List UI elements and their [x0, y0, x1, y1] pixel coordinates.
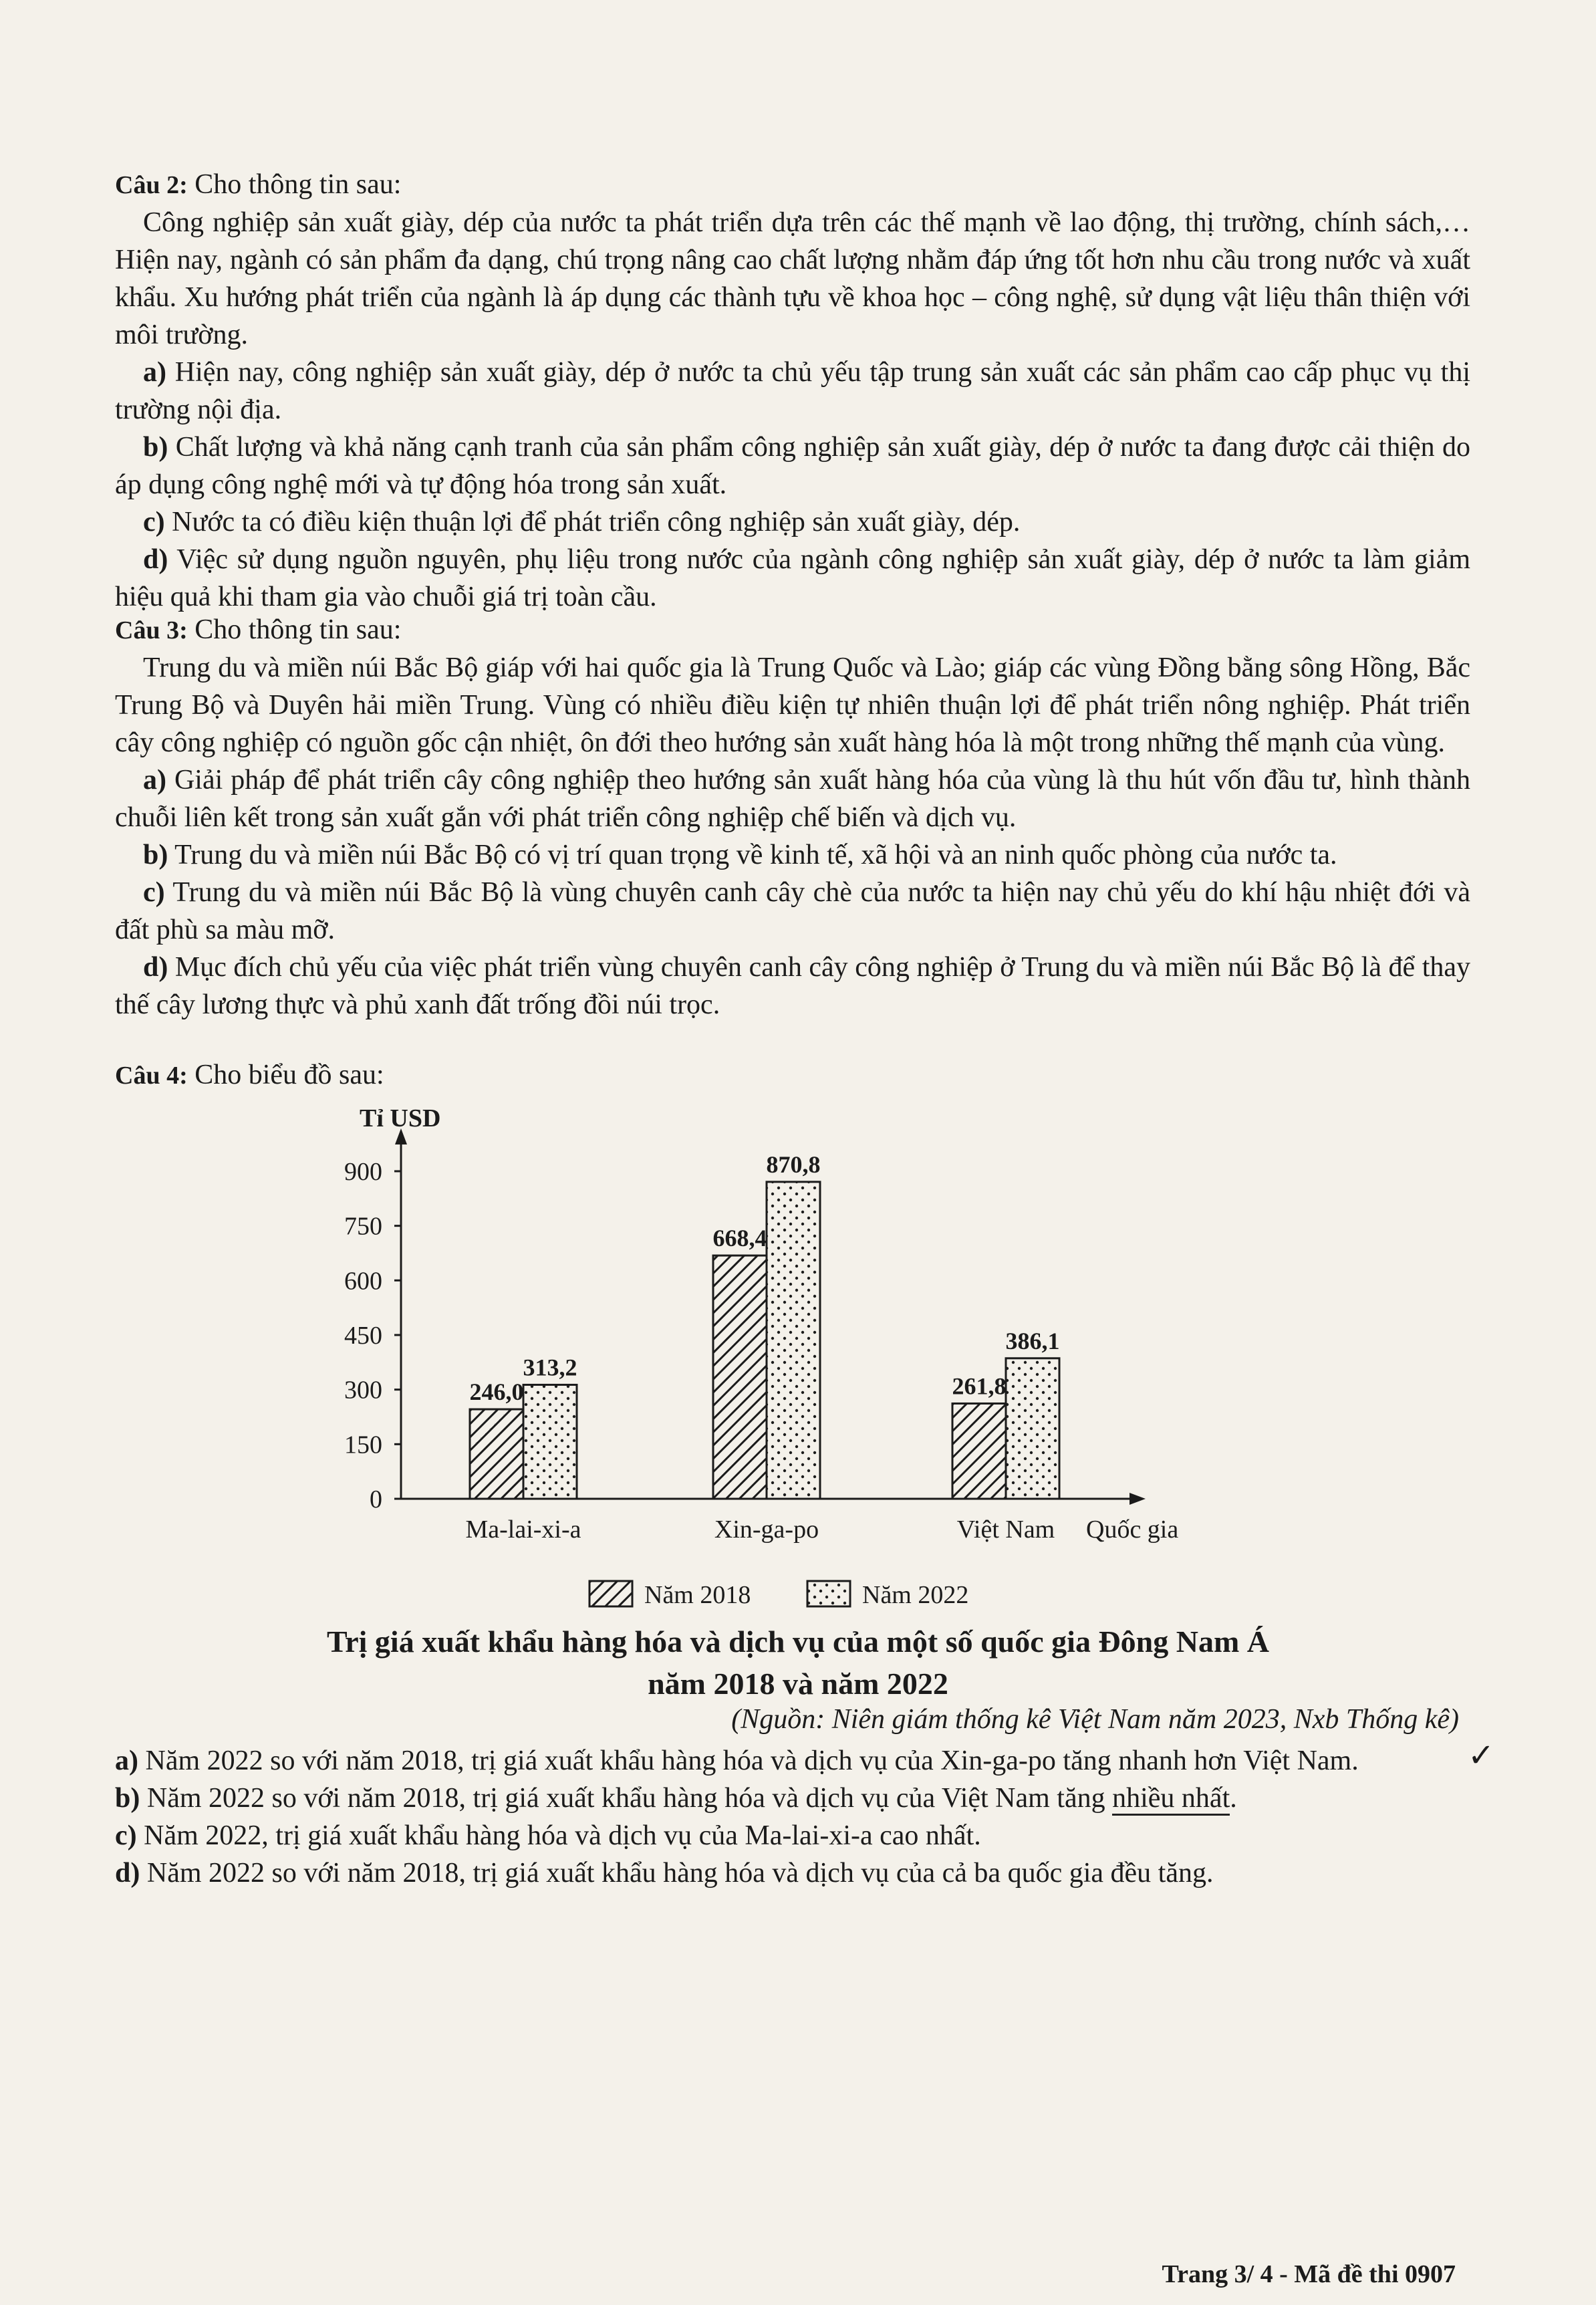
- question-4-options: [115, 1742, 1478, 1892]
- question-3-option-b: b) Trung du và miền núi Bắc Bộ có vị trí quan trọng về kinh tế, xã hội và an ninh quốc phòng của nước ta.: [143, 840, 1337, 870]
- bar-2022: [1006, 1358, 1059, 1499]
- question-2-title: Câu 2:: [115, 171, 188, 199]
- bar-value-label: 870,8: [766, 1150, 821, 1178]
- question-4-option-a: a) Năm 2022 so với năm 2018, trị giá xuất khẩu hàng hóa và dịch vụ của Xin-ga-po tăng nhanh hơn Việt Nam.: [115, 1745, 1359, 1776]
- question-2-option-d: d) Việc sử dụng nguồn nguyên, phụ liệu trong nước của ngành công nghiệp sản xuất giày, dép ở nước ta làm giảm hiệu quả khi tham gia vào chuỗi giá trị toàn cầu.: [115, 544, 1470, 612]
- handwritten-underline: nhiều nhất: [1112, 1783, 1230, 1816]
- question-3-option-a: a) Giải pháp để phát triển cây công nghiệp theo hướng sản xuất hàng hóa của vùng là thu hút vốn đầu tư, hình thành chuỗi liên kết trong sản xuất gắn với phát triển công nghiệp chế biến và dịch vụ.: [115, 765, 1471, 833]
- question-4-option-d: d) Năm 2022 so với năm 2018, trị giá xuất khẩu hàng hóa và dịch vụ của cả ba quốc gia đều tăng.: [115, 1858, 1214, 1889]
- bar-2018: [470, 1409, 523, 1499]
- question-4-title: Câu 4:: [115, 1062, 188, 1090]
- question-3-option-c: c) Trung du và miền núi Bắc Bộ là vùng chuyên canh cây chè của nước ta hiện nay chủ yếu do khí hậu nhiệt đới và đất phù sa màu mỡ.: [115, 877, 1471, 945]
- bar-value-label: 386,1: [1005, 1327, 1060, 1354]
- chart-caption-line-2: năm 2018 và năm 2022: [648, 1667, 948, 1701]
- y-tick-label: 0: [370, 1485, 382, 1513]
- question-3-text: Trung du và miền núi Bắc Bộ giáp với hai quốc gia là Trung Quốc và Lào; giáp các vùng Đồng bằng sông Hồng, Bắc Trung Bộ và Duyên hải miền Trung. Vùng có nhiều điều kiện tự nhiên thuận lợi để phát triển nông nghiệp. Phát triển cây công nghiệp có nguồn gốc cận nhiệt, ôn đới theo hướng sản xuất hàng hóa là một trong những thế mạnh của vùng.: [115, 652, 1470, 758]
- question-4-intro: Cho biểu đồ sau:: [194, 1060, 384, 1090]
- y-tick-label: 300: [344, 1376, 382, 1405]
- question-4-option-b: b) Năm 2022 so với năm 2018, trị giá xuất khẩu hàng hóa và dịch vụ của Việt Nam tăng nhiều nhất.: [115, 1780, 1478, 1817]
- page-footer: Trang 3/ 4 - Mã đề thi 0907: [1162, 2260, 1456, 2288]
- x-category-label: Xin-ga-po: [714, 1515, 819, 1544]
- x-axis-label: Quốc gia: [1086, 1515, 1179, 1544]
- y-axis-label: Tỉ USD: [360, 1104, 441, 1132]
- bar-2022: [523, 1384, 577, 1499]
- bar-2018: [713, 1255, 767, 1499]
- question-3-option-d: d) Mục đích chủ yếu của việc phát triển vùng chuyên canh cây công nghiệp ở Trung du và miền núi Bắc Bộ là để thay thế cây lương thực và phủ xanh đất trống đồi núi trọc.: [115, 952, 1470, 1020]
- bar-value-label: 246,0: [469, 1378, 524, 1406]
- question-3-title: Câu 3:: [115, 616, 188, 644]
- bar-2022: [767, 1182, 820, 1499]
- y-tick-label: 600: [344, 1267, 382, 1296]
- chart-source: (Nguồn: Niên giám thống kê Việt Nam năm 2023, Nxb Thống kê): [731, 1704, 1459, 1735]
- y-tick-label: 450: [344, 1322, 382, 1350]
- question-2-option-a: a) Hiện nay, công nghiệp sản xuất giày, dép ở nước ta chủ yếu tập trung sản xuất các sản phẩm cao cấp phục vụ thị trường nội địa.: [115, 357, 1470, 425]
- x-category-label: Việt Nam: [956, 1515, 1055, 1544]
- x-axis-arrow: [1129, 1493, 1146, 1505]
- y-tick-label: 750: [344, 1212, 382, 1241]
- handwritten-checkmark-icon: ✓: [1468, 1738, 1495, 1774]
- question-3-intro: Cho thông tin sau:: [194, 614, 402, 645]
- question-2-option-c: c) Nước ta có điều kiện thuận lợi để phát triển công nghiệp sản xuất giày, dép.: [143, 507, 1021, 537]
- bar-value-label: 313,2: [523, 1354, 577, 1381]
- y-tick-label: 150: [344, 1431, 382, 1459]
- question-4-option-c: c) Năm 2022, trị giá xuất khẩu hàng hóa và dịch vụ của Ma-lai-xi-a cao nhất.: [115, 1820, 981, 1851]
- legend-label: Năm 2022: [862, 1581, 969, 1609]
- bar-value-label: 668,4: [712, 1225, 767, 1252]
- legend-swatch-2018: [589, 1581, 632, 1606]
- x-category-label: Ma-lai-xi-a: [465, 1515, 581, 1544]
- legend-swatch-2022: [807, 1581, 850, 1606]
- bar-value-label: 261,8: [952, 1372, 1007, 1400]
- legend-label: Năm 2018: [644, 1581, 751, 1609]
- y-tick-label: 900: [344, 1158, 382, 1186]
- question-2-option-b: b) Chất lượng và khả năng cạnh tranh của sản phẩm công nghiệp sản xuất giày, dép ở nước ta đang được cải thiện do áp dụng công nghệ mới và tự động hóa trong sản xuất.: [115, 432, 1471, 500]
- question-2-text: Công nghiệp sản xuất giày, dép của nước ta phát triển dựa trên các thế mạnh về lao động, thị trường, chính sách,… Hiện nay, ngành có sản phẩm đa dạng, chú trọng nâng cao chất lượng nhằm đáp ứng tốt hơn nhu cầu trong nước và xuất khẩu. Xu hướng phát triển của ngành là áp dụng các thành tựu về khoa học – công nghệ, sử dụng vật liệu thân thiện với môi trường.: [115, 207, 1470, 350]
- question-2-intro: Cho thông tin sau:: [194, 169, 402, 200]
- bar-2018: [952, 1403, 1006, 1499]
- chart-caption-line-1: Trị giá xuất khẩu hàng hóa và dịch vụ của một số quốc gia Đông Nam Á: [326, 1624, 1270, 1659]
